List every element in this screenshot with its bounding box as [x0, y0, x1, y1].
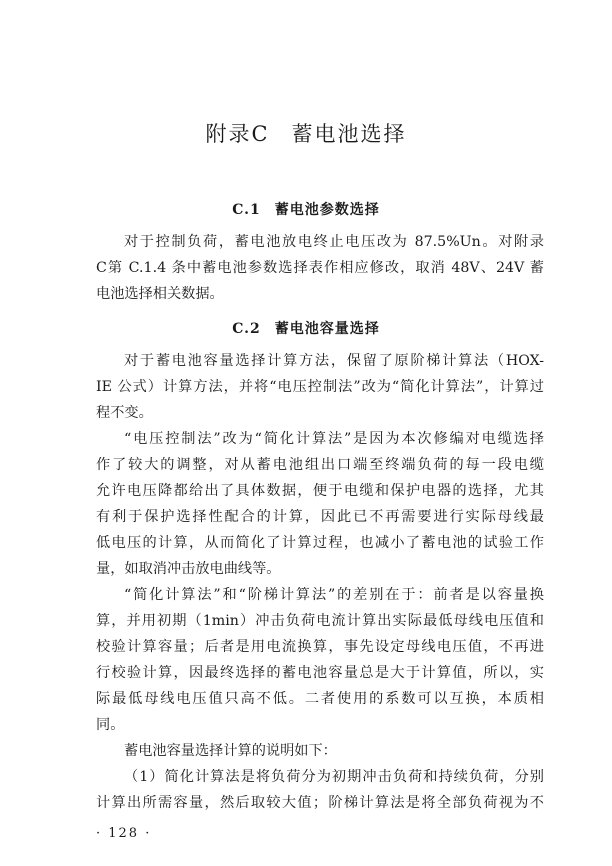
- text-line: 对于控制负荷，蓄电池放电终止电压改为 87.5%Un。对附录: [124, 234, 544, 250]
- text-line: 量，如取消冲击放电曲线等。: [96, 561, 281, 577]
- text-line: 低电压的计算，从而简化了计算过程，也减小了蓄电池的试验工作: [96, 535, 544, 551]
- text-line: 对于蓄电池容量选择计算方法，保留了原阶梯计算法（HOX-: [124, 353, 544, 369]
- paragraph-c1-body: [96, 229, 544, 307]
- text-line: （1）简化计算法是将负荷分为初期冲击负荷和持续负荷，分别: [124, 769, 544, 785]
- text-line: “电压控制法”改为“简化计算法”是因为本次修编对电缆选择: [124, 431, 544, 447]
- text-line: 有利于保护选择性配合的计算，因此已不再需要进行实际母线最: [96, 509, 544, 525]
- paragraph-c2-intro: [96, 348, 544, 426]
- text-line: 际最低母线电压值只高不低。二者使用的系数可以互换，本质相: [96, 691, 544, 707]
- appendix-label: 附录C: [205, 122, 270, 146]
- text-line: 电池选择相关数据。: [96, 286, 224, 302]
- section-number: C.1: [232, 202, 261, 218]
- section-heading-c2: [0, 318, 612, 338]
- paragraph-difference: [96, 582, 544, 738]
- page-number: · 128 ·: [96, 826, 152, 841]
- text-line: IE 公式）计算方法，并将“电压控制法”改为“简化计算法”，计算过: [96, 379, 544, 395]
- section-title: 蓄电池参数选择: [274, 202, 380, 218]
- text-line: 行校验计算，因最终选择的蓄电池容量总是大于计算值，所以，实: [96, 665, 544, 681]
- section-number: C.2: [232, 321, 261, 337]
- text-line: 校验计算容量；后者是用电流换算，事先设定母线电压值，不再进: [96, 639, 544, 655]
- text-line: 同。: [96, 717, 125, 733]
- section-title: 蓄电池容量选择: [274, 321, 380, 337]
- text-line: 算，并用初期（1min）冲击负荷电流计算出实际最低母线电压值和: [96, 613, 544, 629]
- paragraph-item-1: [96, 764, 544, 816]
- paragraph-reason: [96, 426, 544, 582]
- text-line: C第 C.1.4 条中蓄电池参数选择表作相应修改，取消 48V、24V 蓄: [96, 260, 544, 276]
- text-line: 允许电压降都给出了具体数据，便于电缆和保护电器的选择，尤其: [96, 483, 544, 499]
- text-line: “简化计算法”和“阶梯计算法”的差别在于：前者是以容量换: [124, 587, 544, 603]
- section-heading-c1: [0, 199, 612, 219]
- paragraph-explanation-intro: [96, 738, 544, 764]
- text-line: 作了较大的调整，对从蓄电池组出口端至终端负荷的每一段电缆: [96, 457, 544, 473]
- text-line: 蓄电池容量选择计算的说明如下：: [124, 743, 337, 759]
- appendix-title: [0, 118, 612, 148]
- text-line: 程不变。: [96, 405, 153, 421]
- text-line: 计算出所需容量，然后取较大值；阶梯计算法是将全部负荷视为不: [96, 795, 544, 811]
- appendix-title-text: 蓄电池选择: [291, 122, 407, 146]
